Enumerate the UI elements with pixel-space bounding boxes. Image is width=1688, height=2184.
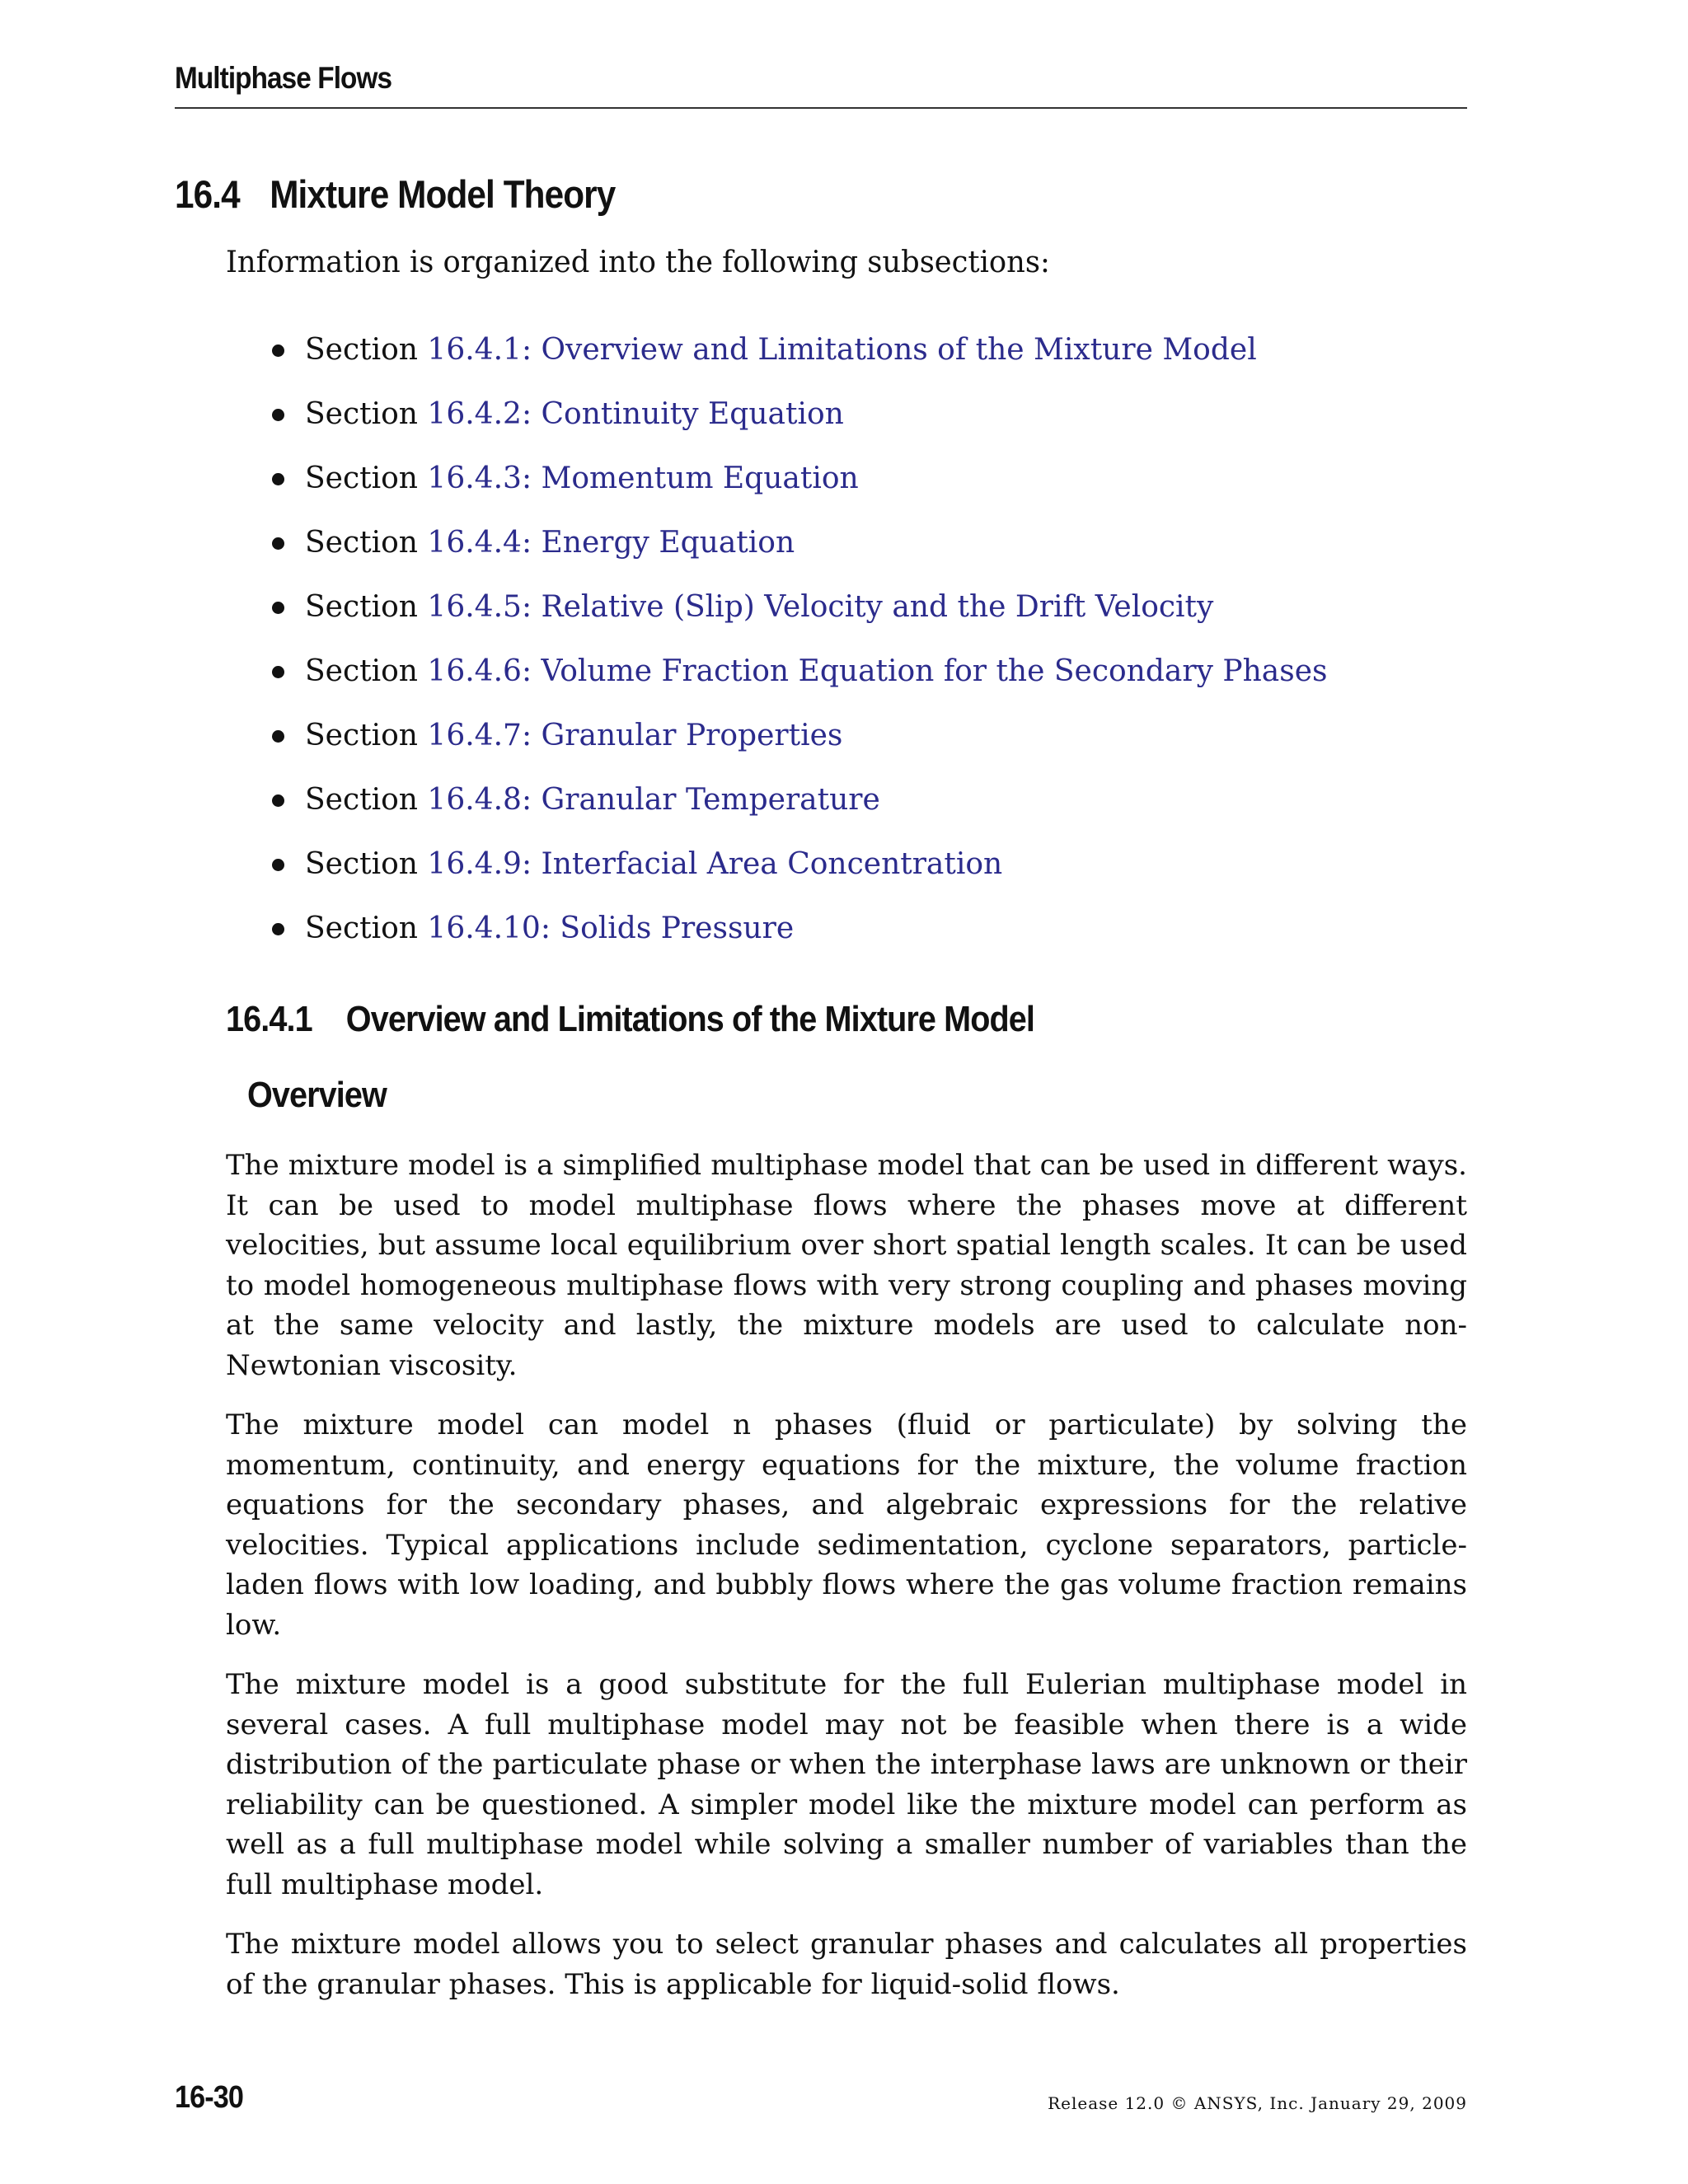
toc-prefix: Section: [305, 333, 428, 367]
toc-item: [265, 648, 1327, 712]
bullet-icon: [272, 923, 284, 935]
toc-link-16-4-9[interactable]: 16.4.9: Interfacial Area Concentration: [427, 847, 1003, 881]
paragraph: The mixture model is a good substitute for the full Eulerian multiphase model in several cases. A full multiphase model may not be feasible when there is a wide distribution of the particulate phase or when the interphase laws are unknown or their reliability can be questioned. A simpler model like the mixture model can perform as well as a full multiphase model while solving a smaller number of variables than the full multiphase model.: [226, 1668, 1467, 1901]
toc-item: [265, 776, 1327, 841]
toc-prefix: Section: [305, 719, 428, 752]
toc-prefix: Section: [305, 397, 428, 431]
bullet-icon: [272, 537, 284, 550]
section-number: 16.4: [175, 172, 240, 216]
toc-item: [265, 519, 1327, 583]
bullet-icon: [272, 730, 284, 743]
bullet-icon: [272, 602, 284, 614]
toc-link-16-4-2[interactable]: 16.4.2: Continuity Equation: [427, 397, 844, 431]
toc-link-16-4-6[interactable]: 16.4.6: Volume Fraction Equation for the Secondary Phases: [427, 654, 1328, 688]
toc-link-16-4-10[interactable]: 16.4.10: Solids Pressure: [427, 912, 795, 945]
toc-item: [265, 905, 1327, 969]
toc-prefix: Section: [305, 526, 428, 560]
toc-prefix: Section: [305, 783, 428, 817]
toc-item: [265, 391, 1327, 455]
body-text: [226, 1146, 1467, 2024]
toc-item: [265, 841, 1327, 905]
intro-text: Information is organized into the following subsections:: [226, 246, 1050, 279]
page-number: 16-30: [175, 2080, 243, 2115]
toc-prefix: Section: [305, 590, 428, 624]
bullet-icon: [272, 666, 284, 678]
toc-link-16-4-1[interactable]: 16.4.1: Overview and Limitations of the Mixture Model: [427, 333, 1257, 367]
subsection-heading: [226, 999, 1034, 1040]
section-heading: [175, 171, 615, 217]
paragraph: The mixture model can model n phases (fluid or particulate) by solving the momentum, continuity, and energy equations for the mixture, the volume fraction equations for the secondary phases, and algebraic expressions for the relative velocities. Typical applications include sedimentation, cyclone separators, particle-laden flows with low loading, and bubbly flows where the gas volume fraction remains low.: [226, 1408, 1467, 1642]
subsection-list: [265, 326, 1327, 969]
toc-item: [265, 455, 1327, 519]
toc-prefix: Section: [305, 654, 428, 688]
paragraph-heading: Overview: [247, 1075, 387, 1115]
toc-link-16-4-5[interactable]: 16.4.5: Relative (Slip) Velocity and the Drift Velocity: [427, 590, 1214, 624]
release-note: Release 12.0 © ANSYS, Inc. January 29, 2009: [1048, 2093, 1467, 2113]
toc-prefix: Section: [305, 462, 428, 495]
section-title: Mixture Model Theory: [270, 172, 616, 216]
bullet-icon: [272, 344, 284, 357]
toc-item: [265, 712, 1327, 776]
subsection-number: 16.4.1: [226, 999, 312, 1039]
toc-link-16-4-3[interactable]: 16.4.3: Momentum Equation: [427, 462, 859, 495]
paragraph: The mixture model allows you to select granular phases and calculates all properties of the granular phases. This is applicable for liquid-solid flows.: [226, 1928, 1467, 2001]
subsection-title: Overview and Limitations of the Mixture Model: [345, 999, 1035, 1039]
toc-link-16-4-8[interactable]: 16.4.8: Granular Temperature: [427, 783, 880, 817]
toc-prefix: Section: [305, 912, 428, 945]
toc-prefix: Section: [305, 847, 428, 881]
bullet-icon: [272, 794, 284, 807]
bullet-icon: [272, 473, 284, 485]
toc-item: [265, 583, 1327, 648]
bullet-icon: [272, 409, 284, 421]
toc-item: [265, 326, 1327, 391]
paragraph: The mixture model is a simplified multiphase model that can be used in different ways. It can be used to model multiphase flows where the phases move at different velocities, but assume local equilibrium over short spatial length scales. It can be used to model homogeneous multiphase flows with very strong coupling and phases moving at the same velocity and lastly, the mixture models are used to calculate non-Newtonian viscosity.: [226, 1149, 1467, 1382]
toc-link-16-4-7[interactable]: 16.4.7: Granular Properties: [427, 719, 843, 752]
bullet-icon: [272, 859, 284, 871]
toc-link-16-4-4[interactable]: 16.4.4: Energy Equation: [427, 526, 795, 560]
header-rule: [175, 107, 1467, 109]
running-header: Multiphase Flows: [175, 61, 392, 95]
